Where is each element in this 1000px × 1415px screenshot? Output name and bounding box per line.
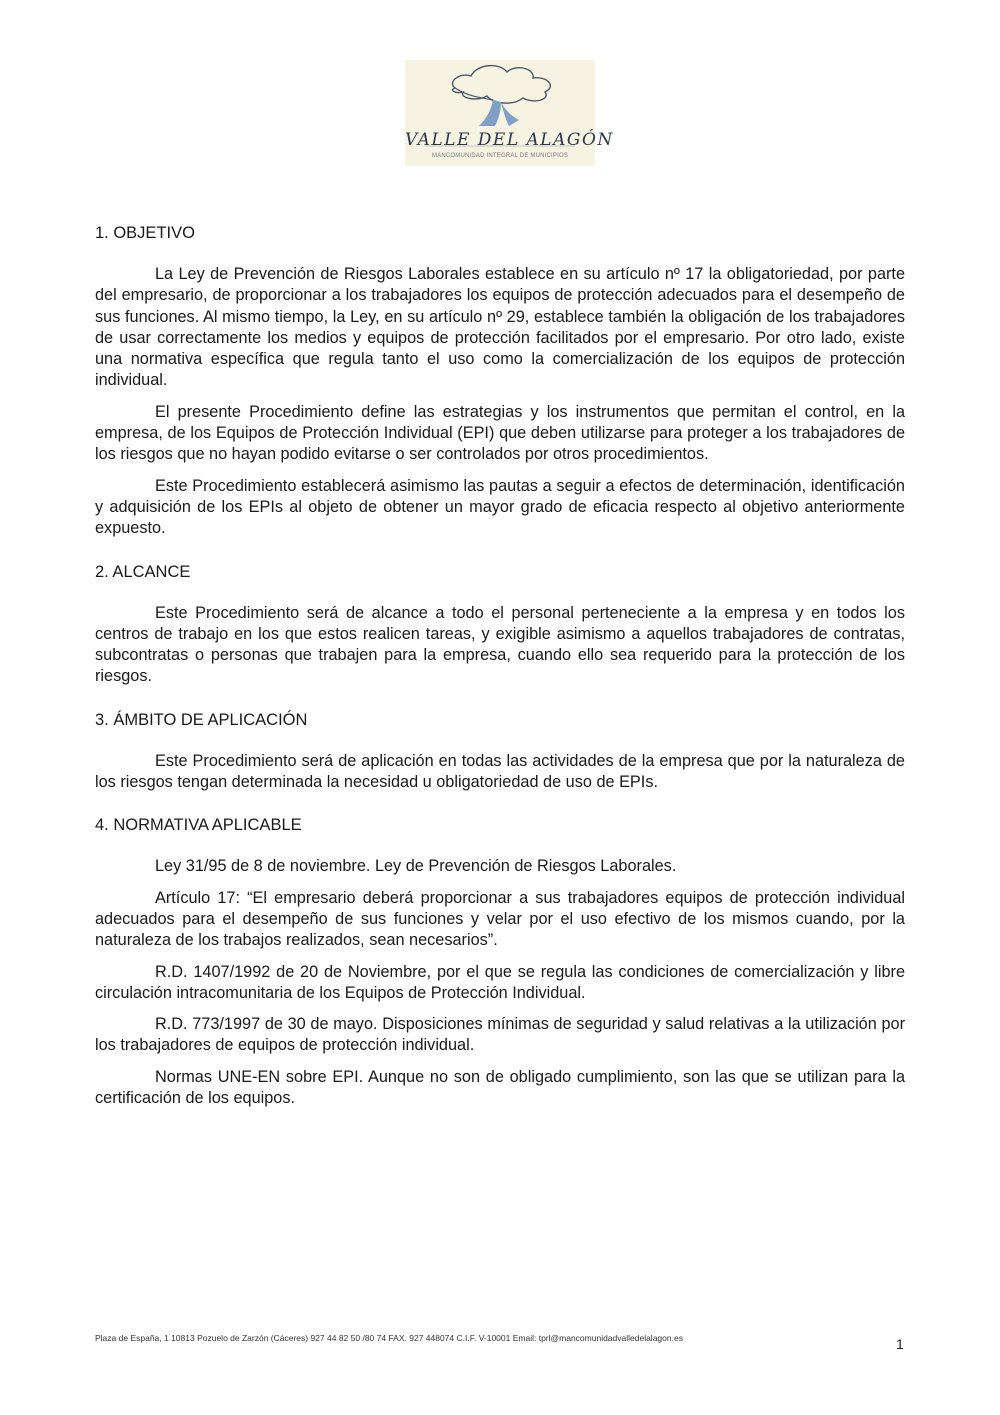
organization-logo (405, 60, 614, 166)
section-objetivo (95, 222, 905, 540)
paragraph: La Ley de Prevención de Riesgos Laborales establece en su artículo nº 17 la obligatoriedad, por parte del empresario, de proporcionar a los trabajadores los equipos de protección adecuados para el desempeño de sus funciones. Al mismo tiempo, la Ley, en su artículo nº 29, establece también la obligación de los trabajadores de usar correctamente los medios y equipos de protección facilitados por el empresario. Por otro lado, existe una normativa específica que regula tanto el uso como la comercialización de los equipos de protección individual. (95, 265, 905, 390)
paragraph: R.D. 773/1997 de 30 de mayo. Disposiciones mínimas de seguridad y salud relativas a la utilización por los trabajadores de equipos de protección individual. (95, 1015, 905, 1055)
paragraph: R.D. 1407/1992 de 20 de Noviembre, por el que se regula las condiciones de comercialización y libre circulación intracomunitaria de los Equipos de Protección Individual. (95, 962, 905, 1002)
section-heading: 1. OBJETIVO (95, 224, 195, 242)
section-normativa (95, 814, 905, 1109)
section-heading: 4. NORMATIVA APLICABLE (95, 816, 302, 835)
page-number: 1 (896, 1336, 904, 1352)
paragraph: Ley 31/95 de 8 de noviembre. Ley de Prevención de Riesgos Laborales. (155, 857, 677, 876)
section-alcance (95, 561, 905, 688)
logo-subtitle: MANCOMUNIDAD INTEGRAL DE MUNICIPIOS (431, 153, 569, 159)
paragraph: Este Procedimiento establecerá asimismo las pautas a seguir a efectos de determinación, identificación y adquisición de los EPIs al objeto de obtener un mayor grado de eficacia respecto al objetivo anteriormente expuesto. (95, 476, 905, 538)
paragraph: Este Procedimiento será de aplicación en todas las actividades de la empresa que por la naturaleza de los riesgos tengan determinada la necesidad u obligatoriedad de uso de EPIs. (95, 751, 905, 792)
section-heading: 3. ÁMBITO DE APLICACIÓN (95, 710, 308, 729)
paragraph: El presente Procedimiento define las estrategias y los instrumentos que permitan el control, en la empresa, de los Equipos de Protección Individual (EPI) que deben utilizarse para proteger a los trabajadores de los riesgos que no hayan podido evitarse o ser controlados por otros procedimientos. (95, 402, 905, 464)
logo-title: VALLE DEL ALAGÓN (405, 130, 614, 150)
page-footer: Plaza de España, 1 10813 Pozuelo de Zarzón (Cáceres) 927 44 82 50 /80 74 FAX. 927 448074 C.I.F. V-10001 Email: tprl@mancomunidadvalledelalagon.es (95, 1333, 683, 1343)
paragraph: Artículo 17: “El empresario deberá proporcionar a sus trabajadores equipos de protección individual adecuados para el desempeño de sus funciones y velar por el uso efectivo de los mismos cuando, por la naturaleza de los trabajos realizados, sean necesarios”. (95, 888, 905, 950)
section-ambito (95, 709, 905, 794)
section-heading: 2. ALCANCE (95, 562, 191, 581)
paragraph: Este Procedimiento será de alcance a todo el personal perteneciente a la empresa y en todos los centros de trabajo en los que estos realicen tareas, y exigible asimismo a aquellos trabajadores de contratas, subcontratas o personas que trabajen para la empresa, cuando ello sea requerido para la protección de los riesgos. (95, 603, 905, 686)
document-body (95, 222, 905, 1130)
tree-logo-icon (405, 60, 614, 166)
paragraph: Normas UNE-EN sobre EPI. Aunque no son de obligado cumplimiento, son las que se utilizan para la certificación de los equipos. (95, 1067, 905, 1108)
